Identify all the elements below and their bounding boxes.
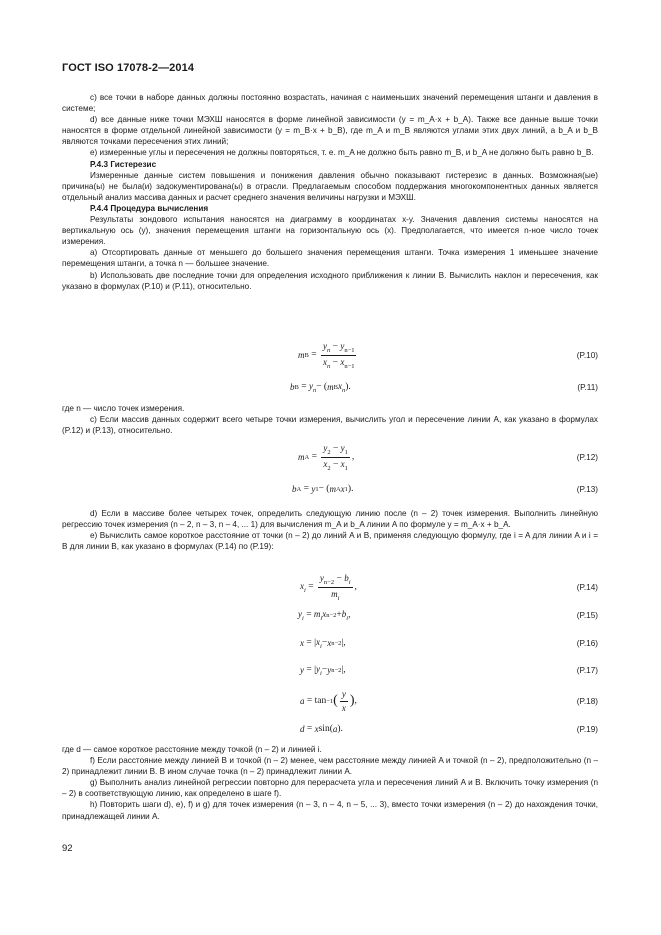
eq-number-p17: (P.17) [576, 665, 598, 675]
formula-p17: y = | $y_i$ − y n−2 |, (P.17) [62, 655, 598, 685]
formula-p13: b A = y 1 − ( m A x 1 ). (P.13) [62, 474, 598, 504]
item-a: a) Отсортировать данные от меньшего до большего значения перемещения штанги. Точка измерения 1 именьшее значение перемещения штанги, а точка n — большее значение. [62, 248, 598, 269]
formula-p14: $x_i$ = $\frac{y_{n-2} - b_i}{m_i}$ , (P.14) [300, 572, 598, 602]
formula-p19: d = x sin( a ). (P.19) [62, 714, 598, 744]
where-n: где n — число точек измерения. [62, 404, 185, 413]
formula-p15: $y_i$ = $m_ix$ n−2 + $b_i$ , (P.15) [62, 600, 598, 630]
item-e: e) Вычислить самое короткое расстояние от точки (n – 2) до линий A и B, применяя следующую формулу, где i = A для линии A и i = B для линии B, как указано в формулах (P.14) по (P.19): [62, 531, 598, 552]
formula-p16: x = | $x_i$ − x n−2 |, (P.16) [62, 628, 598, 658]
para-p43: Измеренные данные систем повышения и понижения давления обычно показывают гистерезис в данных. Возможная(ые) причина(ы) не была(и) задокументирована(ы) в отрасли. Предлагаемым способом поддержания многокомпонентных данных является отдельный анализ массива данных и расчет среднего значения величины нагрузки и МЭХШ. [62, 170, 598, 202]
item-h: h) Повторить шаги d), e), f) и g) для точек измерения (n – 3, n – 4, n – 5, ... 3), вместо точки измерения (n – 2) до нахождения точки, принадлежащей линии A. [62, 800, 598, 821]
item-d: d) Если в массиве более четырех точек, определить следующую линию после (n – 2) точек измерения. Выполнить линейную регрессию точек измерения (n – 2, n – 3, n – 4, ... 1) для вычисления m_A и b_A линии A по формуле y = m_A·x + b_A. [62, 509, 598, 530]
eq-number-p19: (P.19) [576, 724, 598, 734]
eq-number-p18: (P.18) [576, 696, 598, 706]
text-block-1 [62, 92, 598, 292]
item-g: g) Выполнить анализ линейной регрессии повторно для перерасчета угла и пересечения линий A и B. Включить точку измерения (n – 2) в соответствующую линию, как определено в шаге f). [62, 778, 598, 799]
eq-number-p12: (P.12) [576, 452, 598, 462]
item-f: f) Если расстояние между линией B и точкой (n – 2) менее, чем расстояние между линией A и точкой (n – 2), предположительно (n – 2) принадлежит линии B. В ином случае точка (n – 2) принадлежит линии A. [62, 756, 598, 777]
item-c1: c) все точки в наборе данных должны постоянно возрастать, начиная с наименьших значений перемещения штанги и давления в системе; [62, 93, 598, 114]
text-block-4 [62, 744, 598, 822]
formula-p11: b B = $y_n$ − ( m B $x_n$ ). (P.11) [62, 372, 598, 402]
item-e1: e) измеренные углы и пересечения не должны повторяться, т. е. m_A не должно быть равно m_B, и b_A не должно быть равно b_B. [90, 148, 594, 158]
eq-number-p13: (P.13) [576, 484, 598, 494]
eq-number-p10: (P.10) [576, 350, 598, 360]
formula-p10: m B = $\frac{y_n - y_{n-1}}{x_n - x_{n-1}}$ (P.10) [298, 340, 598, 370]
formula-p12: m A = $\frac{y_2 - y_1}{x_2 - x_1}$ , (P.12) [298, 442, 598, 472]
item-b: b) Использовать две последние точки для определения исходного приближения к линии B. Вычислить наклон и пересечения, как указано в формулах (P.10) и (P.11), относительно. [62, 270, 598, 291]
item-c: c) Если массив данных содержит всего четыре точки измерения, вычислить угол и пересечение линии A, как указано в формулах (P.12) и (P.13), относительно. [62, 415, 598, 436]
document-header: ГОСТ ISO 17078-2—2014 [62, 62, 195, 74]
formula-p18: a = tan −1 ( $\frac{y}{x}$ ) , (P.18) [62, 686, 598, 716]
para-p44: Результаты зондового испытания наносятся на диаграмму в координатах x-y. Значения давления системы наносятся на вертикальную ось (y), значения перемещения штанги на горизонтальную ось (x). Предполагается, что имеется n-ное число точек измерения. [62, 215, 598, 247]
where-d: где d — самое короткое расстояние между точкой (n – 2) и линией i. [62, 745, 322, 754]
eq-number-p16: (P.16) [576, 638, 598, 648]
heading-p43: P.4.3 Гистерезис [90, 159, 157, 169]
item-d1: d) все данные ниже точки МЭХШ наносятся в форме линейной зависимости (y = m_A·x + b_A). Также все данные выше точки наносятся в форме отдельной линейной зависимости (y = m_B·x + b_B), где m_A и m_B являются углами этих двух линий, а b_A и b_B являются точками пересечения этих линий; [62, 115, 598, 147]
eq-number-p15: (P.15) [576, 610, 598, 620]
heading-p44: P.4.4 Процедура вычисления [90, 203, 209, 213]
eq-number-p14: (P.14) [576, 582, 598, 592]
eq-number-p11: (P.11) [577, 382, 598, 392]
page-number: 92 [62, 843, 73, 854]
text-block-3 [62, 508, 598, 552]
text-block-2 [62, 403, 598, 436]
